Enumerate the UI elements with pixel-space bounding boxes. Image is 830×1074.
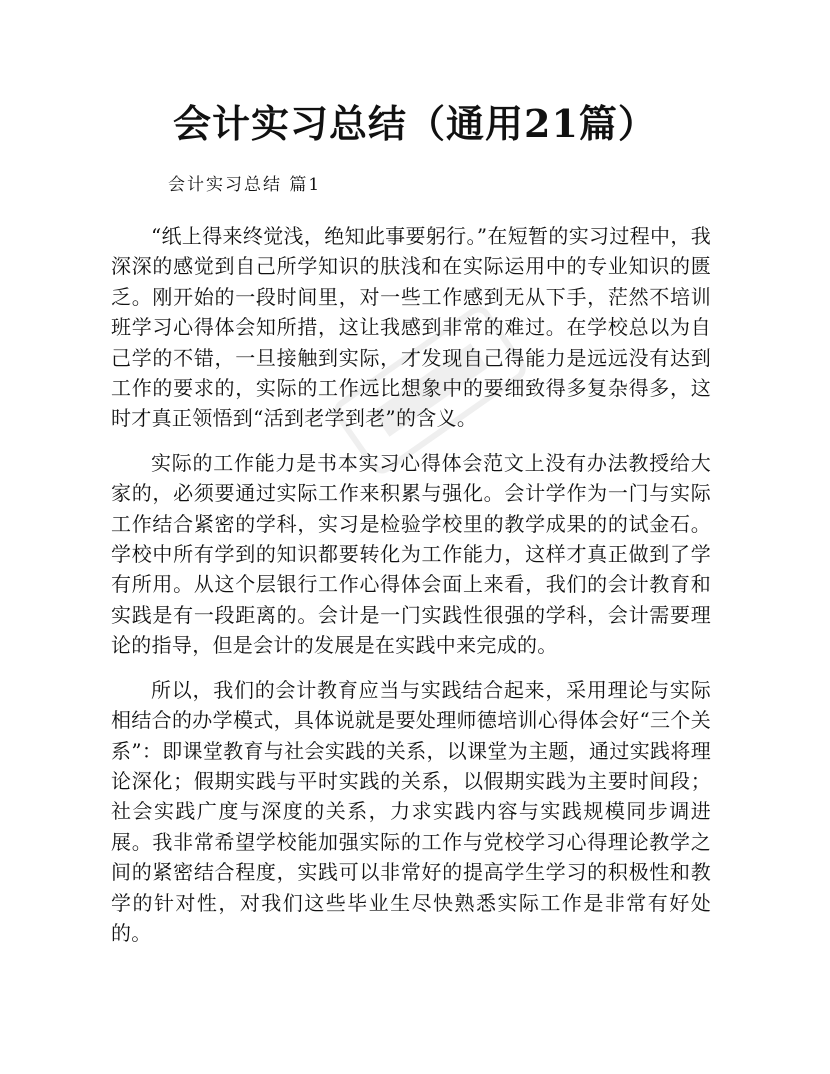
- paragraph-1: “纸上得来终觉浅，绝知此事要躬行。”在短暂的实习过程中，我深深的感觉到自己所学知识的肤浅和在实际运用中的专业知识的匮乏。刚开始的一段时间里，对一些工作感到无从下手，茫然不培训班学习心得体会知所措，这让我感到非常的难过。在学校总以为自己学的不错，一旦接触到实际，才发现自己得能力是远远没有达到工作的要求的，实际的工作远比想象中的要细致得多复杂得多，这时才真正领悟到“活到老学到老”的含义。: [111, 224, 711, 431]
- paragraph-2: 实际的工作能力是书本实习心得体会范文上没有办法教授给大家的，必须要通过实际工作来积累与强化。会计学作为一门与实际工作结合紧密的学科，实习是检验学校里的教学成果的的试金石。学校中所有学到的知识都要转化为工作能力，这样才真正做到了学有所用。从这个层银行工作心得体会面上来看，我们的会计教育和实践是有一段距离的。会计是一门实践性很强的学科，会计需要理论的指导，但是会计的发展是在实践中来完成的。: [111, 450, 711, 658]
- document-title: 会计实习总结（通用21篇）: [173, 101, 657, 146]
- paragraph-3: 所以，我们的会计教育应当与实践结合起来，采用理论与实际相结合的办学模式，具体说就是要处理师德培训心得体会好“三个关系”：即课堂教育与社会实践的关系，以课堂为主题，通过实践将理论深化；假期实践与平时实践的关系，以假期实践为主要时间段；社会实践广度与深度的关系，力求实践内容与实践规模同步调进展。我非常希望学校能加强实际的工作与党校学习心得理论教学之间的紧密结合程度，实践可以非常好的提高学生学习的积极性和教学的针对性，对我们这些毕业生尽快熟悉实际工作是非常有好处的。: [111, 677, 711, 945]
- section-heading: 会计实习总结 篇1: [168, 175, 322, 195]
- document-body: [111, 221, 711, 962]
